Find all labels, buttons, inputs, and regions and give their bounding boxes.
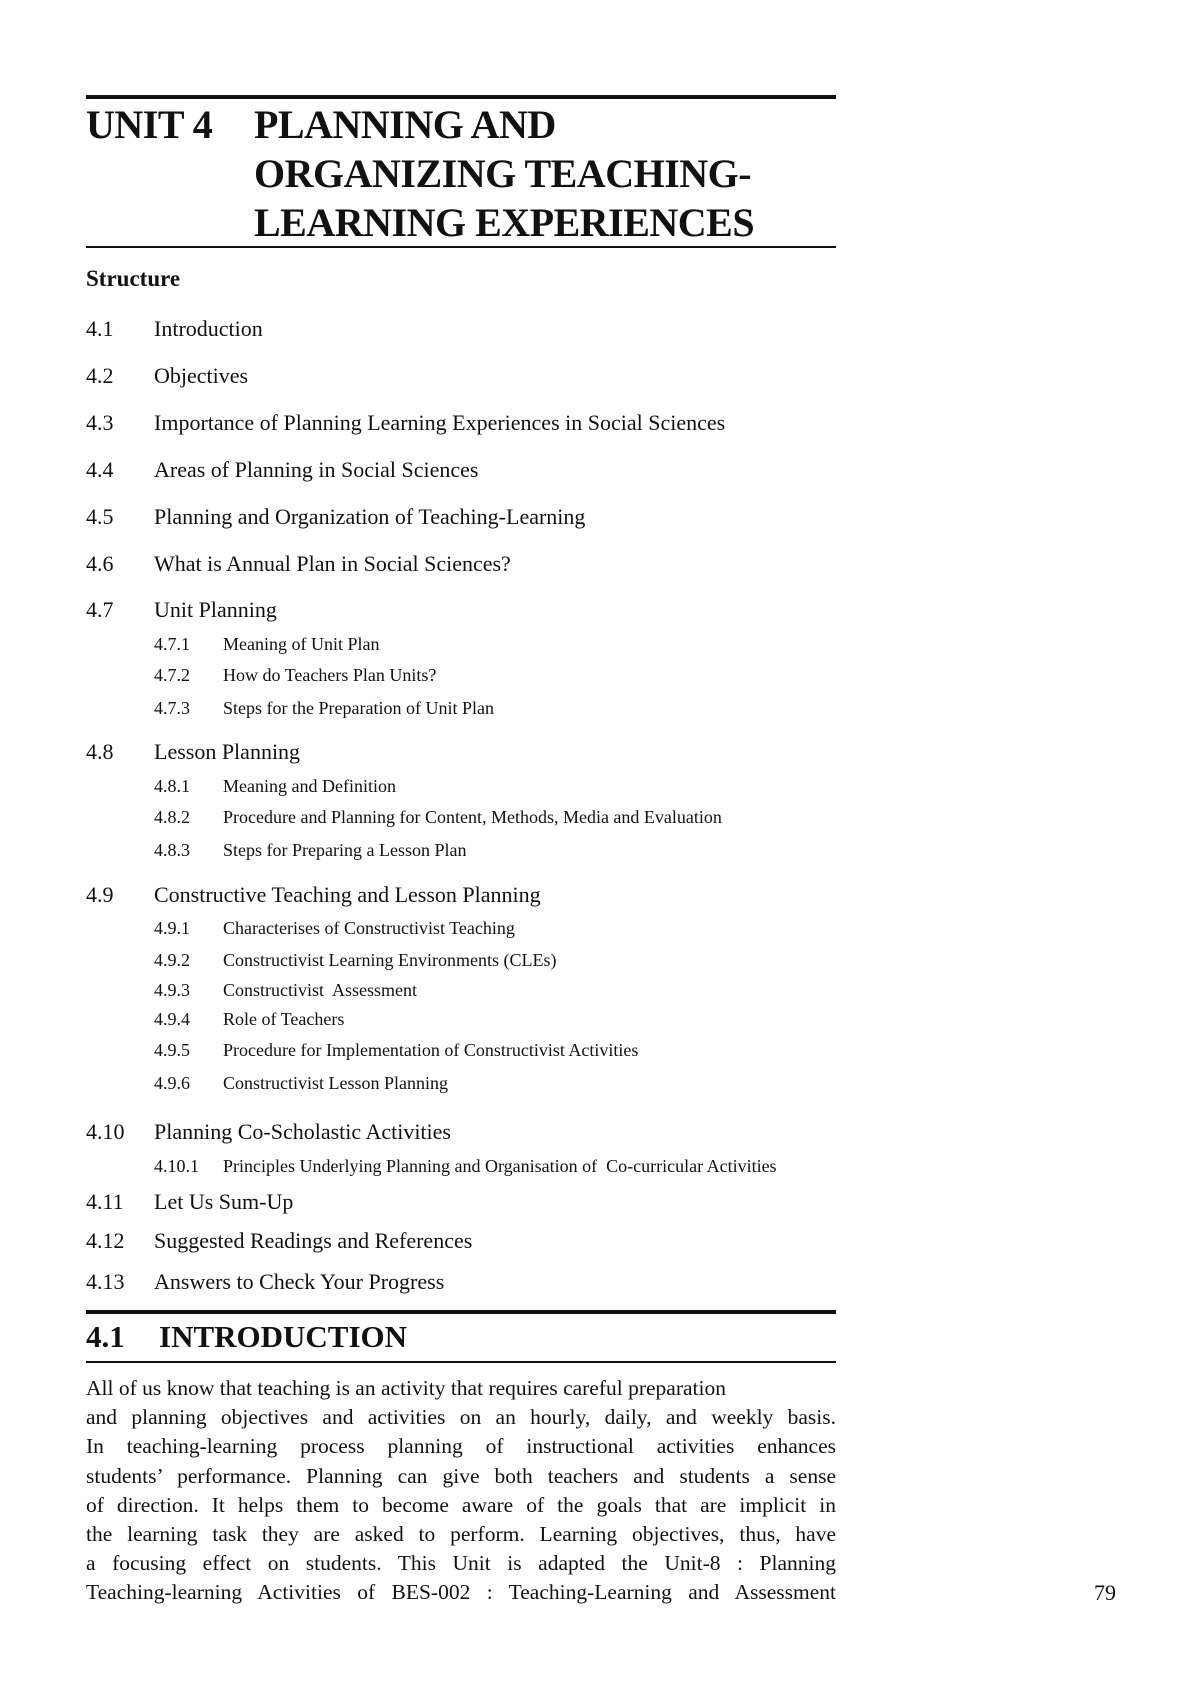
toc-entry-number: 4.9.1 <box>154 918 190 938</box>
unit-title-line: LEARNING EXPERIENCES <box>254 200 755 245</box>
toc-entry-text: Meaning and Definition <box>223 776 396 796</box>
toc-entry-number: 4.7.2 <box>154 665 190 685</box>
toc-entry-text: Meaning of Unit Plan <box>223 634 380 654</box>
unit-number: UNIT 4 <box>86 102 213 147</box>
paragraph-line: Teaching-learning Activities of BES-002 : Teaching-Learning and Assessment <box>86 1580 836 1605</box>
toc-entry-text: Lesson Planning <box>154 739 301 764</box>
toc-entry-text: Planning and Organization of Teaching-Learning <box>154 504 586 529</box>
paragraph-line: and planning objectives and activities on an hourly, daily, and weekly basis. <box>86 1405 836 1430</box>
toc-entry-number: 4.8.1 <box>154 776 190 796</box>
top-rule <box>86 95 836 99</box>
toc-entry-number: 4.13 <box>86 1269 125 1294</box>
paragraph-line: a focusing effect on students. This Unit is adapted the Unit-8 : Planning <box>86 1551 836 1576</box>
toc-entry-number: 4.9.5 <box>154 1040 190 1060</box>
unit-title-line: PLANNING AND <box>254 102 556 147</box>
paragraph-line: In teaching-learning process planning of instructional activities enhances <box>86 1434 836 1459</box>
toc-entry-number: 4.2 <box>86 363 114 388</box>
toc-entry-text: Constructivist Assessment <box>223 980 418 1000</box>
title-bottom-rule <box>86 246 836 248</box>
toc-entry-number: 4.9.4 <box>154 1009 190 1029</box>
section-number: 4.1 <box>86 1319 125 1354</box>
toc-entry-text: Unit Planning <box>154 597 277 622</box>
toc-entry-number: 4.7 <box>86 597 114 622</box>
toc-entry-text: Steps for the Preparation of Unit Plan <box>223 698 494 718</box>
page-number: 79 <box>1094 1580 1116 1605</box>
toc-entry-text: How do Teachers Plan Units? <box>223 665 437 685</box>
toc-entry-number: 4.5 <box>86 504 114 529</box>
toc-entry-number: 4.8.2 <box>154 807 190 827</box>
toc-entry-number: 4.12 <box>86 1228 125 1253</box>
toc-entry-number: 4.7.3 <box>154 698 190 718</box>
unit-title <box>254 100 836 247</box>
toc-entry-number: 4.9.2 <box>154 950 190 970</box>
toc-entry-text: Constructivist Lesson Planning <box>223 1073 448 1093</box>
toc-entry-number: 4.8.3 <box>154 840 190 860</box>
toc-entry-text: Planning Co-Scholastic Activities <box>154 1119 451 1144</box>
paragraph-line: students’ performance. Planning can give both teachers and students a sense <box>86 1463 836 1488</box>
toc-entry-text: Importance of Planning Learning Experiences in Social Sciences <box>154 410 726 435</box>
toc-entry-text: Constructivist Learning Environments (CLEs) <box>223 950 557 970</box>
toc-entry-text: Answers to Check Your Progress <box>154 1269 445 1294</box>
toc-entry-number: 4.3 <box>86 410 114 435</box>
toc-entry-text: Principles Underlying Planning and Organisation of Co-curricular Activities <box>223 1156 777 1176</box>
introduction-paragraph <box>86 1374 836 1608</box>
paragraph-line: the learning task they are asked to perform. Learning objectives, thus, have <box>86 1522 836 1547</box>
toc-entry-text: Role of Teachers <box>223 1009 345 1029</box>
toc-entry-text: Characterises of Constructivist Teaching <box>223 918 515 938</box>
paragraph-line: All of us know that teaching is an activity that requires careful preparation <box>86 1376 727 1400</box>
toc-entry-number: 4.7.1 <box>154 634 190 654</box>
toc-entry-text: What is Annual Plan in Social Sciences? <box>154 551 511 576</box>
section-title: INTRODUCTION <box>159 1319 408 1354</box>
toc-entry-text: Procedure and Planning for Content, Methods, Media and Evaluation <box>223 807 722 827</box>
toc-entry-number: 4.6 <box>86 551 114 576</box>
section-top-rule <box>86 1310 836 1314</box>
toc-entry-number: 4.9.3 <box>154 980 190 1000</box>
toc-entry-number: 4.4 <box>86 457 114 482</box>
toc-entry-number: 4.10 <box>86 1119 125 1144</box>
toc-entry-number: 4.11 <box>86 1189 124 1214</box>
structure-label: Structure <box>86 266 181 291</box>
toc-entry-text: Constructive Teaching and Lesson Planning <box>154 882 541 907</box>
toc-entry-text: Objectives <box>154 363 249 388</box>
toc-entry-number: 4.1 <box>86 316 114 341</box>
toc-entry-number: 4.10.1 <box>154 1156 199 1176</box>
toc-entry-text: Areas of Planning in Social Sciences <box>154 457 479 482</box>
toc-entry-number: 4.8 <box>86 739 114 764</box>
paragraph-line: of direction. It helps them to become aware of the goals that are implicit in <box>86 1492 836 1517</box>
toc-entry-text: Procedure for Implementation of Constructivist Activities <box>223 1040 639 1060</box>
toc-entry-number: 4.9 <box>86 882 114 907</box>
section-bottom-rule <box>86 1361 836 1363</box>
toc-entry-number: 4.9.6 <box>154 1073 190 1093</box>
toc-entry-text: Introduction <box>154 316 263 341</box>
toc-entry-text: Steps for Preparing a Lesson Plan <box>223 840 467 860</box>
toc-entry-text: Suggested Readings and References <box>154 1228 473 1253</box>
unit-title-line: ORGANIZING TEACHING- <box>254 151 752 196</box>
toc-entry-text: Let Us Sum-Up <box>154 1189 294 1214</box>
